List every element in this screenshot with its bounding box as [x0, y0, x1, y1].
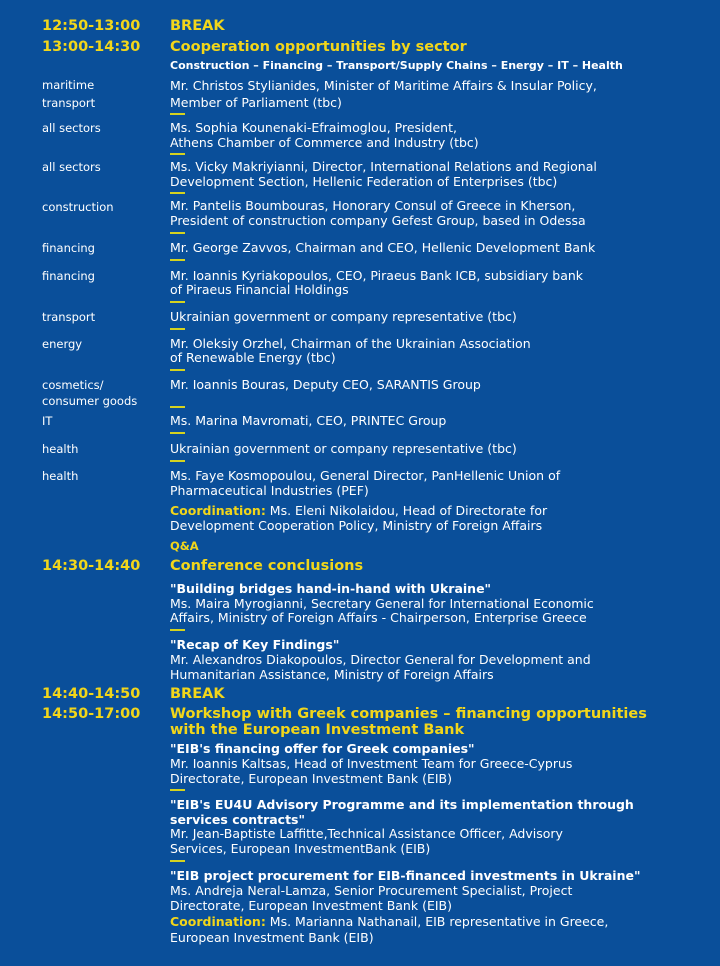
sector-label: financing — [42, 269, 95, 283]
speaker-line: President of construction company Gefest Group, based in Odessa — [170, 213, 586, 228]
speaker-line: Directorate, European Investment Bank (EIB) — [170, 898, 452, 913]
coordination-line — [170, 914, 608, 929]
sector-label: health — [42, 469, 79, 483]
speaker-line: Ms. Andreja Neral-Lamza, Senior Procurement Specialist, Project — [170, 883, 573, 898]
speaker-line: Ukrainian government or company representative (tbc) — [170, 309, 517, 324]
sector-label: maritime — [42, 78, 95, 92]
sector-label: energy — [42, 337, 83, 351]
session-subtitle: Construction – Financing – Transport/Supply Chains – Energy – IT – Health — [170, 59, 623, 72]
sector-label: financing — [42, 241, 95, 255]
speaker-line: Services, European InvestmentBank (EIB) — [170, 841, 431, 856]
separator — [170, 301, 185, 303]
session-title: BREAK — [170, 686, 225, 702]
speaker-line: of Piraeus Financial Holdings — [170, 282, 349, 297]
session-title: BREAK — [170, 18, 225, 34]
separator — [170, 432, 185, 434]
separator — [170, 259, 185, 261]
time-slot: 14:30-14:40 — [42, 558, 141, 574]
speaker-line: Mr. George Zavvos, Chairman and CEO, Hellenic Development Bank — [170, 240, 596, 255]
speaker-line: Humanitarian Assistance, Ministry of Foreign Affairs — [170, 667, 494, 682]
time-slot: 12:50-13:00 — [42, 18, 141, 34]
speaker-line: Development Section, Hellenic Federation of Enterprises (tbc) — [170, 174, 558, 189]
speaker-line: Ukrainian government or company representative (tbc) — [170, 441, 517, 456]
talk-title: "Recap of Key Findings" — [170, 637, 340, 652]
session-title: Workshop with Greek companies – financing opportunities — [170, 706, 647, 722]
speaker-line: Ms. Maira Myrogianni, Secretary General for International Economic — [170, 596, 594, 611]
coordination-text: Ms. Eleni Nikolaidou, Head of Directorate for — [265, 503, 548, 518]
talk-title: "EIB project procurement for EIB-financed investments in Ukraine" — [170, 868, 641, 883]
separator — [170, 406, 185, 408]
session-title: Cooperation opportunities by sector — [170, 39, 467, 55]
separator — [170, 629, 185, 631]
speaker-line: Athens Chamber of Commerce and Industry (tbc) — [170, 135, 479, 150]
coordination-line — [170, 503, 547, 518]
speaker-line: Affairs, Ministry of Foreign Affairs - Chairperson, Enterprise Greece — [170, 610, 587, 625]
separator — [170, 113, 185, 115]
speaker-line: Mr. Jean-Baptiste Laffitte,Technical Assistance Officer, Advisory — [170, 826, 563, 841]
coordination-label: Coordination: — [170, 914, 266, 929]
speaker-line: Ms. Vicky Makriyianni, Director, International Relations and Regional — [170, 159, 597, 174]
coordination-line: Development Cooperation Policy, Ministry of Foreign Affairs — [170, 518, 543, 533]
separator — [170, 369, 185, 371]
coordination-line: European Investment Bank (EIB) — [170, 930, 374, 945]
talk-title: "EIB's EU4U Advisory Programme and its implementation through — [170, 797, 634, 812]
speaker-line: Member of Parliament (tbc) — [170, 95, 342, 110]
sector-label: construction — [42, 200, 114, 214]
sector-label: IT — [42, 414, 53, 428]
speaker-line: Mr. Ioannis Kaltsas, Head of Investment Team for Greece-Cyprus — [170, 756, 573, 771]
separator — [170, 460, 185, 462]
time-slot: 14:50-17:00 — [42, 706, 141, 722]
sector-label: cosmetics/ — [42, 378, 104, 392]
speaker-line: Directorate, European Investment Bank (EIB) — [170, 771, 452, 786]
separator — [170, 860, 185, 862]
speaker-line: of Renewable Energy (tbc) — [170, 350, 336, 365]
speaker-line: Ms. Marina Mavromati, CEO, PRINTEC Group — [170, 413, 447, 428]
speaker-line: Mr. Ioannis Bouras, Deputy CEO, SARANTIS Group — [170, 377, 481, 392]
sector-label: all sectors — [42, 160, 101, 174]
sector-label: transport — [42, 310, 96, 324]
session-title: with the European Investment Bank — [170, 722, 465, 738]
talk-title: services contracts" — [170, 812, 306, 827]
separator — [170, 328, 185, 330]
separator — [170, 789, 185, 791]
sector-label: health — [42, 442, 79, 456]
time-slot: 14:40-14:50 — [42, 686, 141, 702]
talk-title: "EIB's financing offer for Greek companies" — [170, 741, 475, 756]
separator — [170, 192, 185, 194]
speaker-line: Mr. Oleksiy Orzhel, Chairman of the Ukrainian Association — [170, 336, 531, 351]
separator — [170, 232, 185, 234]
speaker-line: Mr. Alexandros Diakopoulos, Director General for Development and — [170, 652, 591, 667]
speaker-line: Mr. Christos Stylianides, Minister of Maritime Affairs & Insular Policy, — [170, 78, 597, 93]
sector-label: consumer goods — [42, 394, 138, 408]
session-title: Conference conclusions — [170, 558, 364, 574]
separator — [170, 153, 185, 155]
coordination-text: Ms. Marianna Nathanail, EIB representative in Greece, — [265, 914, 609, 929]
coordination-label: Coordination: — [170, 503, 266, 518]
speaker-line: Pharmaceutical Industries (PEF) — [170, 483, 369, 498]
talk-title: "Building bridges hand-in-hand with Ukraine" — [170, 581, 492, 596]
time-slot: 13:00-14:30 — [42, 39, 141, 55]
sector-label: all sectors — [42, 121, 101, 135]
speaker-line: Ms. Sophia Kounenaki-Efraimoglou, President, — [170, 120, 457, 135]
speaker-line: Ms. Faye Kosmopoulou, General Director, PanHellenic Union of — [170, 468, 561, 483]
speaker-line: Mr. Pantelis Boumbouras, Honorary Consul of Greece in Kherson, — [170, 198, 576, 213]
qa-label: Q&A — [170, 539, 199, 553]
speaker-line: Mr. Ioannis Kyriakopoulos, CEO, Piraeus Bank ICB, subsidiary bank — [170, 268, 584, 283]
sector-label: transport — [42, 96, 96, 110]
